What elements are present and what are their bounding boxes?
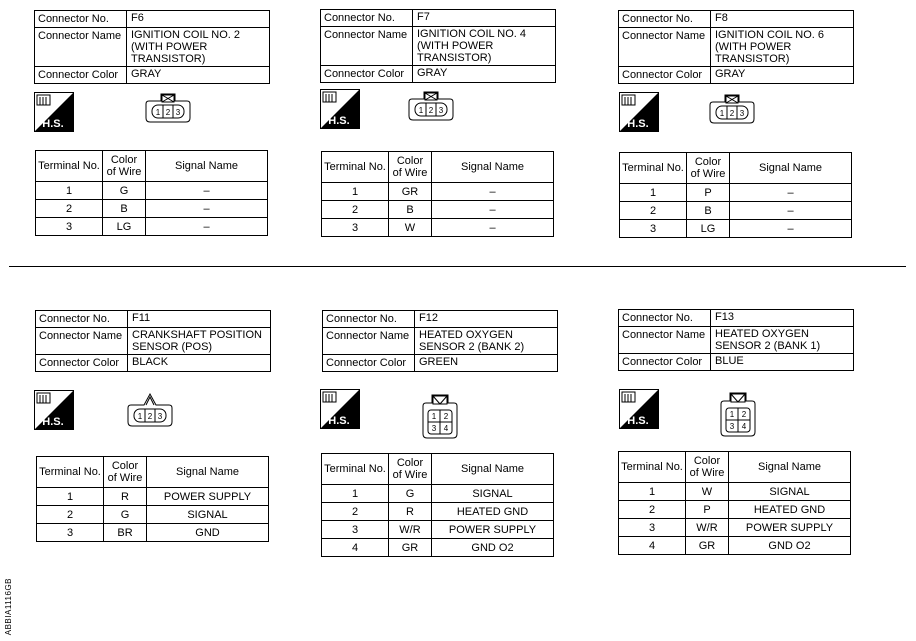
signal-name-header: Signal Name — [432, 454, 554, 485]
harness-side-icon — [34, 92, 74, 132]
connector-color-label: Connector Color — [35, 67, 127, 84]
wire-color-cell: G — [389, 485, 432, 503]
terminal-table-f12 — [321, 453, 554, 557]
table-row — [37, 506, 269, 524]
terminal-cell: 2 — [36, 200, 103, 218]
signal-cell: SIGNAL — [147, 506, 269, 524]
terminal-cell: 2 — [620, 202, 687, 220]
signal-cell: – — [432, 201, 554, 219]
connector-info-table — [34, 10, 270, 84]
terminal-no-header: Terminal No. — [36, 151, 103, 182]
pin-1-label: 1 — [719, 109, 725, 118]
connector-color-value: BLUE — [711, 354, 854, 371]
table-header-row — [620, 153, 852, 184]
color-of-wire-header: Color of Wire — [686, 452, 729, 483]
wire-color-cell: GR — [389, 539, 432, 557]
connector-name-value: IGNITION COIL NO. 2 (WITH POWER TRANSISTOR) — [127, 28, 270, 67]
table-row — [322, 485, 554, 503]
terminal-cell: 1 — [37, 488, 104, 506]
wire-color-cell: W/R — [389, 521, 432, 539]
table-row — [619, 519, 851, 537]
connector-name-label: Connector Name — [321, 27, 413, 66]
signal-cell: SIGNAL — [729, 483, 851, 501]
pin-1-label: 1 — [155, 108, 161, 117]
terminal-table-f8 — [619, 152, 852, 238]
hs-label: H.S. — [42, 416, 64, 428]
table-row — [322, 521, 554, 539]
connector-no-label: Connector No. — [321, 10, 413, 27]
pin-1-label: 1 — [431, 412, 437, 421]
terminal-cell: 2 — [37, 506, 104, 524]
harness-side-icon — [34, 390, 74, 430]
connector-no-label: Connector No. — [619, 11, 711, 28]
table-header-row — [37, 457, 269, 488]
signal-cell: – — [432, 183, 554, 201]
connector-f7 — [320, 9, 556, 83]
terminal-cell: 3 — [322, 521, 389, 539]
hs-label: H.S. — [42, 118, 64, 130]
pin-3-label: 3 — [739, 109, 745, 118]
pin-3-label: 3 — [438, 106, 444, 115]
connector-color-value: GRAY — [127, 67, 270, 84]
signal-cell: POWER SUPPLY — [729, 519, 851, 537]
wire-color-cell: B — [103, 200, 146, 218]
connector-info-table — [618, 10, 854, 84]
hs-label: H.S. — [627, 118, 649, 130]
terminal-cell: 3 — [37, 524, 104, 542]
pin-4-label: 4 — [741, 422, 747, 431]
connector-info-table — [322, 310, 558, 372]
connector-name-value: HEATED OXYGEN SENSOR 2 (BANK 2) — [415, 328, 558, 355]
connector-name-value: IGNITION COIL NO. 6 (WITH POWER TRANSISTOR) — [711, 28, 854, 67]
terminal-no-header: Terminal No. — [37, 457, 104, 488]
signal-cell: – — [730, 184, 852, 202]
table-header-row — [322, 152, 554, 183]
connector-f6 — [34, 10, 270, 84]
pin-1-label: 1 — [418, 106, 424, 115]
pin-1-label: 1 — [137, 412, 143, 421]
color-of-wire-header: Color of Wire — [389, 454, 432, 485]
terminal-cell: 1 — [322, 485, 389, 503]
connector-color-label: Connector Color — [36, 355, 128, 372]
table-row — [619, 501, 851, 519]
signal-cell: – — [730, 202, 852, 220]
connector-color-label: Connector Color — [321, 66, 413, 83]
wire-color-cell: P — [686, 501, 729, 519]
wire-color-cell: R — [389, 503, 432, 521]
signal-name-header: Signal Name — [147, 457, 269, 488]
connector-no-label: Connector No. — [35, 11, 127, 28]
connector-name-label: Connector Name — [619, 327, 711, 354]
connector-no-value: F11 — [128, 311, 271, 328]
table-row — [620, 202, 852, 220]
document-code: ABBIA1116GB — [4, 578, 13, 636]
connector-no-value: F6 — [127, 11, 270, 28]
terminal-no-header: Terminal No. — [620, 153, 687, 184]
wire-color-cell: G — [104, 506, 147, 524]
terminal-cell: 1 — [322, 183, 389, 201]
terminal-cell: 2 — [619, 501, 686, 519]
signal-cell: SIGNAL — [432, 485, 554, 503]
terminal-no-header: Terminal No. — [322, 454, 389, 485]
connector-name-value: HEATED OXYGEN SENSOR 2 (BANK 1) — [711, 327, 854, 354]
wire-color-cell: B — [389, 201, 432, 219]
connector-no-value: F7 — [413, 10, 556, 27]
terminal-cell: 1 — [619, 483, 686, 501]
table-row — [322, 183, 554, 201]
table-row — [322, 539, 554, 557]
terminal-cell: 4 — [322, 539, 389, 557]
pin-2-label: 2 — [165, 108, 171, 117]
wire-color-cell: W — [389, 219, 432, 237]
connector-color-value: GRAY — [413, 66, 556, 83]
table-row — [322, 201, 554, 219]
connector-info-table — [35, 310, 271, 372]
table-row — [620, 184, 852, 202]
table-row — [619, 537, 851, 555]
pin-2-label: 2 — [741, 410, 747, 419]
wire-color-cell: LG — [103, 218, 146, 236]
connector-face-icon — [125, 392, 175, 428]
connector-face-icon — [716, 390, 760, 440]
signal-cell: POWER SUPPLY — [147, 488, 269, 506]
wire-color-cell: GR — [686, 537, 729, 555]
table-row — [36, 200, 268, 218]
wire-color-cell: GR — [389, 183, 432, 201]
signal-cell: – — [432, 219, 554, 237]
connector-no-label: Connector No. — [36, 311, 128, 328]
connector-face-icon — [418, 392, 462, 442]
table-header-row — [619, 452, 851, 483]
table-row — [322, 219, 554, 237]
terminal-table-f13 — [618, 451, 851, 555]
terminal-table-f11 — [36, 456, 269, 542]
harness-side-icon — [619, 389, 659, 429]
terminal-cell: 1 — [620, 184, 687, 202]
signal-cell: – — [146, 182, 268, 200]
connector-f8 — [618, 10, 854, 84]
signal-name-header: Signal Name — [146, 151, 268, 182]
pin-2-label: 2 — [729, 109, 735, 118]
signal-cell: GND O2 — [729, 537, 851, 555]
connector-info-table — [618, 309, 854, 371]
table-row — [37, 488, 269, 506]
pin-4-label: 4 — [443, 424, 449, 433]
signal-name-header: Signal Name — [729, 452, 851, 483]
terminal-table-f6 — [35, 150, 268, 236]
wire-color-cell: R — [104, 488, 147, 506]
connector-name-value: IGNITION COIL NO. 4 (WITH POWER TRANSISTOR) — [413, 27, 556, 66]
connector-name-label: Connector Name — [619, 28, 711, 67]
signal-name-header: Signal Name — [730, 153, 852, 184]
terminal-cell: 3 — [620, 220, 687, 238]
connector-color-value: BLACK — [128, 355, 271, 372]
connector-no-value: F8 — [711, 11, 854, 28]
signal-cell: – — [146, 218, 268, 236]
color-of-wire-header: Color of Wire — [103, 151, 146, 182]
connector-color-value: GRAY — [711, 67, 854, 84]
table-header-row — [322, 454, 554, 485]
connector-color-label: Connector Color — [323, 355, 415, 372]
signal-cell: – — [146, 200, 268, 218]
connector-no-label: Connector No. — [323, 311, 415, 328]
terminal-table-f7 — [321, 151, 554, 237]
connector-info-table — [320, 9, 556, 83]
connector-color-label: Connector Color — [619, 67, 711, 84]
signal-cell: HEATED GND — [432, 503, 554, 521]
wire-color-cell: LG — [687, 220, 730, 238]
connector-f13 — [618, 309, 854, 371]
connector-name-label: Connector Name — [35, 28, 127, 67]
connector-face-icon — [406, 90, 456, 122]
pin-1-label: 1 — [729, 410, 735, 419]
connector-face-icon — [707, 93, 757, 125]
terminal-cell: 3 — [619, 519, 686, 537]
terminal-no-header: Terminal No. — [619, 452, 686, 483]
table-row — [322, 503, 554, 521]
terminal-no-header: Terminal No. — [322, 152, 389, 183]
signal-name-header: Signal Name — [432, 152, 554, 183]
terminal-cell: 2 — [322, 503, 389, 521]
pin-2-label: 2 — [443, 412, 449, 421]
signal-cell: HEATED GND — [729, 501, 851, 519]
color-of-wire-header: Color of Wire — [687, 153, 730, 184]
wire-color-cell: G — [103, 182, 146, 200]
connector-name-label: Connector Name — [36, 328, 128, 355]
hs-label: H.S. — [627, 415, 649, 427]
pin-3-label: 3 — [157, 412, 163, 421]
pin-2-label: 2 — [428, 106, 434, 115]
signal-cell: GND O2 — [432, 539, 554, 557]
connector-name-label: Connector Name — [323, 328, 415, 355]
pin-3-label: 3 — [175, 108, 181, 117]
terminal-cell: 1 — [36, 182, 103, 200]
table-row — [37, 524, 269, 542]
connector-name-value: CRANKSHAFT POSITION SENSOR (POS) — [128, 328, 271, 355]
wire-color-cell: W/R — [686, 519, 729, 537]
terminal-cell: 3 — [36, 218, 103, 236]
pin-2-label: 2 — [147, 412, 153, 421]
connector-no-value: F12 — [415, 311, 558, 328]
terminal-cell: 2 — [322, 201, 389, 219]
table-row — [36, 182, 268, 200]
harness-side-icon — [619, 92, 659, 132]
table-row — [36, 218, 268, 236]
connector-face-icon — [143, 92, 193, 124]
table-row — [619, 483, 851, 501]
pin-3-label: 3 — [729, 422, 735, 431]
hs-label: H.S. — [328, 415, 350, 427]
harness-side-icon — [320, 89, 360, 129]
signal-cell: – — [730, 220, 852, 238]
signal-cell: POWER SUPPLY — [432, 521, 554, 539]
connector-color-value: GREEN — [415, 355, 558, 372]
signal-cell: GND — [147, 524, 269, 542]
section-divider — [9, 266, 906, 267]
connector-f12 — [322, 310, 558, 372]
wire-color-cell: BR — [104, 524, 147, 542]
wire-color-cell: B — [687, 202, 730, 220]
table-header-row — [36, 151, 268, 182]
wire-color-cell: W — [686, 483, 729, 501]
connector-no-label: Connector No. — [619, 310, 711, 327]
table-row — [620, 220, 852, 238]
connector-f11 — [35, 310, 271, 372]
terminal-cell: 3 — [322, 219, 389, 237]
terminal-cell: 4 — [619, 537, 686, 555]
wire-color-cell: P — [687, 184, 730, 202]
pin-3-label: 3 — [431, 424, 437, 433]
color-of-wire-header: Color of Wire — [389, 152, 432, 183]
connector-color-label: Connector Color — [619, 354, 711, 371]
hs-label: H.S. — [328, 115, 350, 127]
color-of-wire-header: Color of Wire — [104, 457, 147, 488]
connector-no-value: F13 — [711, 310, 854, 327]
harness-side-icon — [320, 389, 360, 429]
